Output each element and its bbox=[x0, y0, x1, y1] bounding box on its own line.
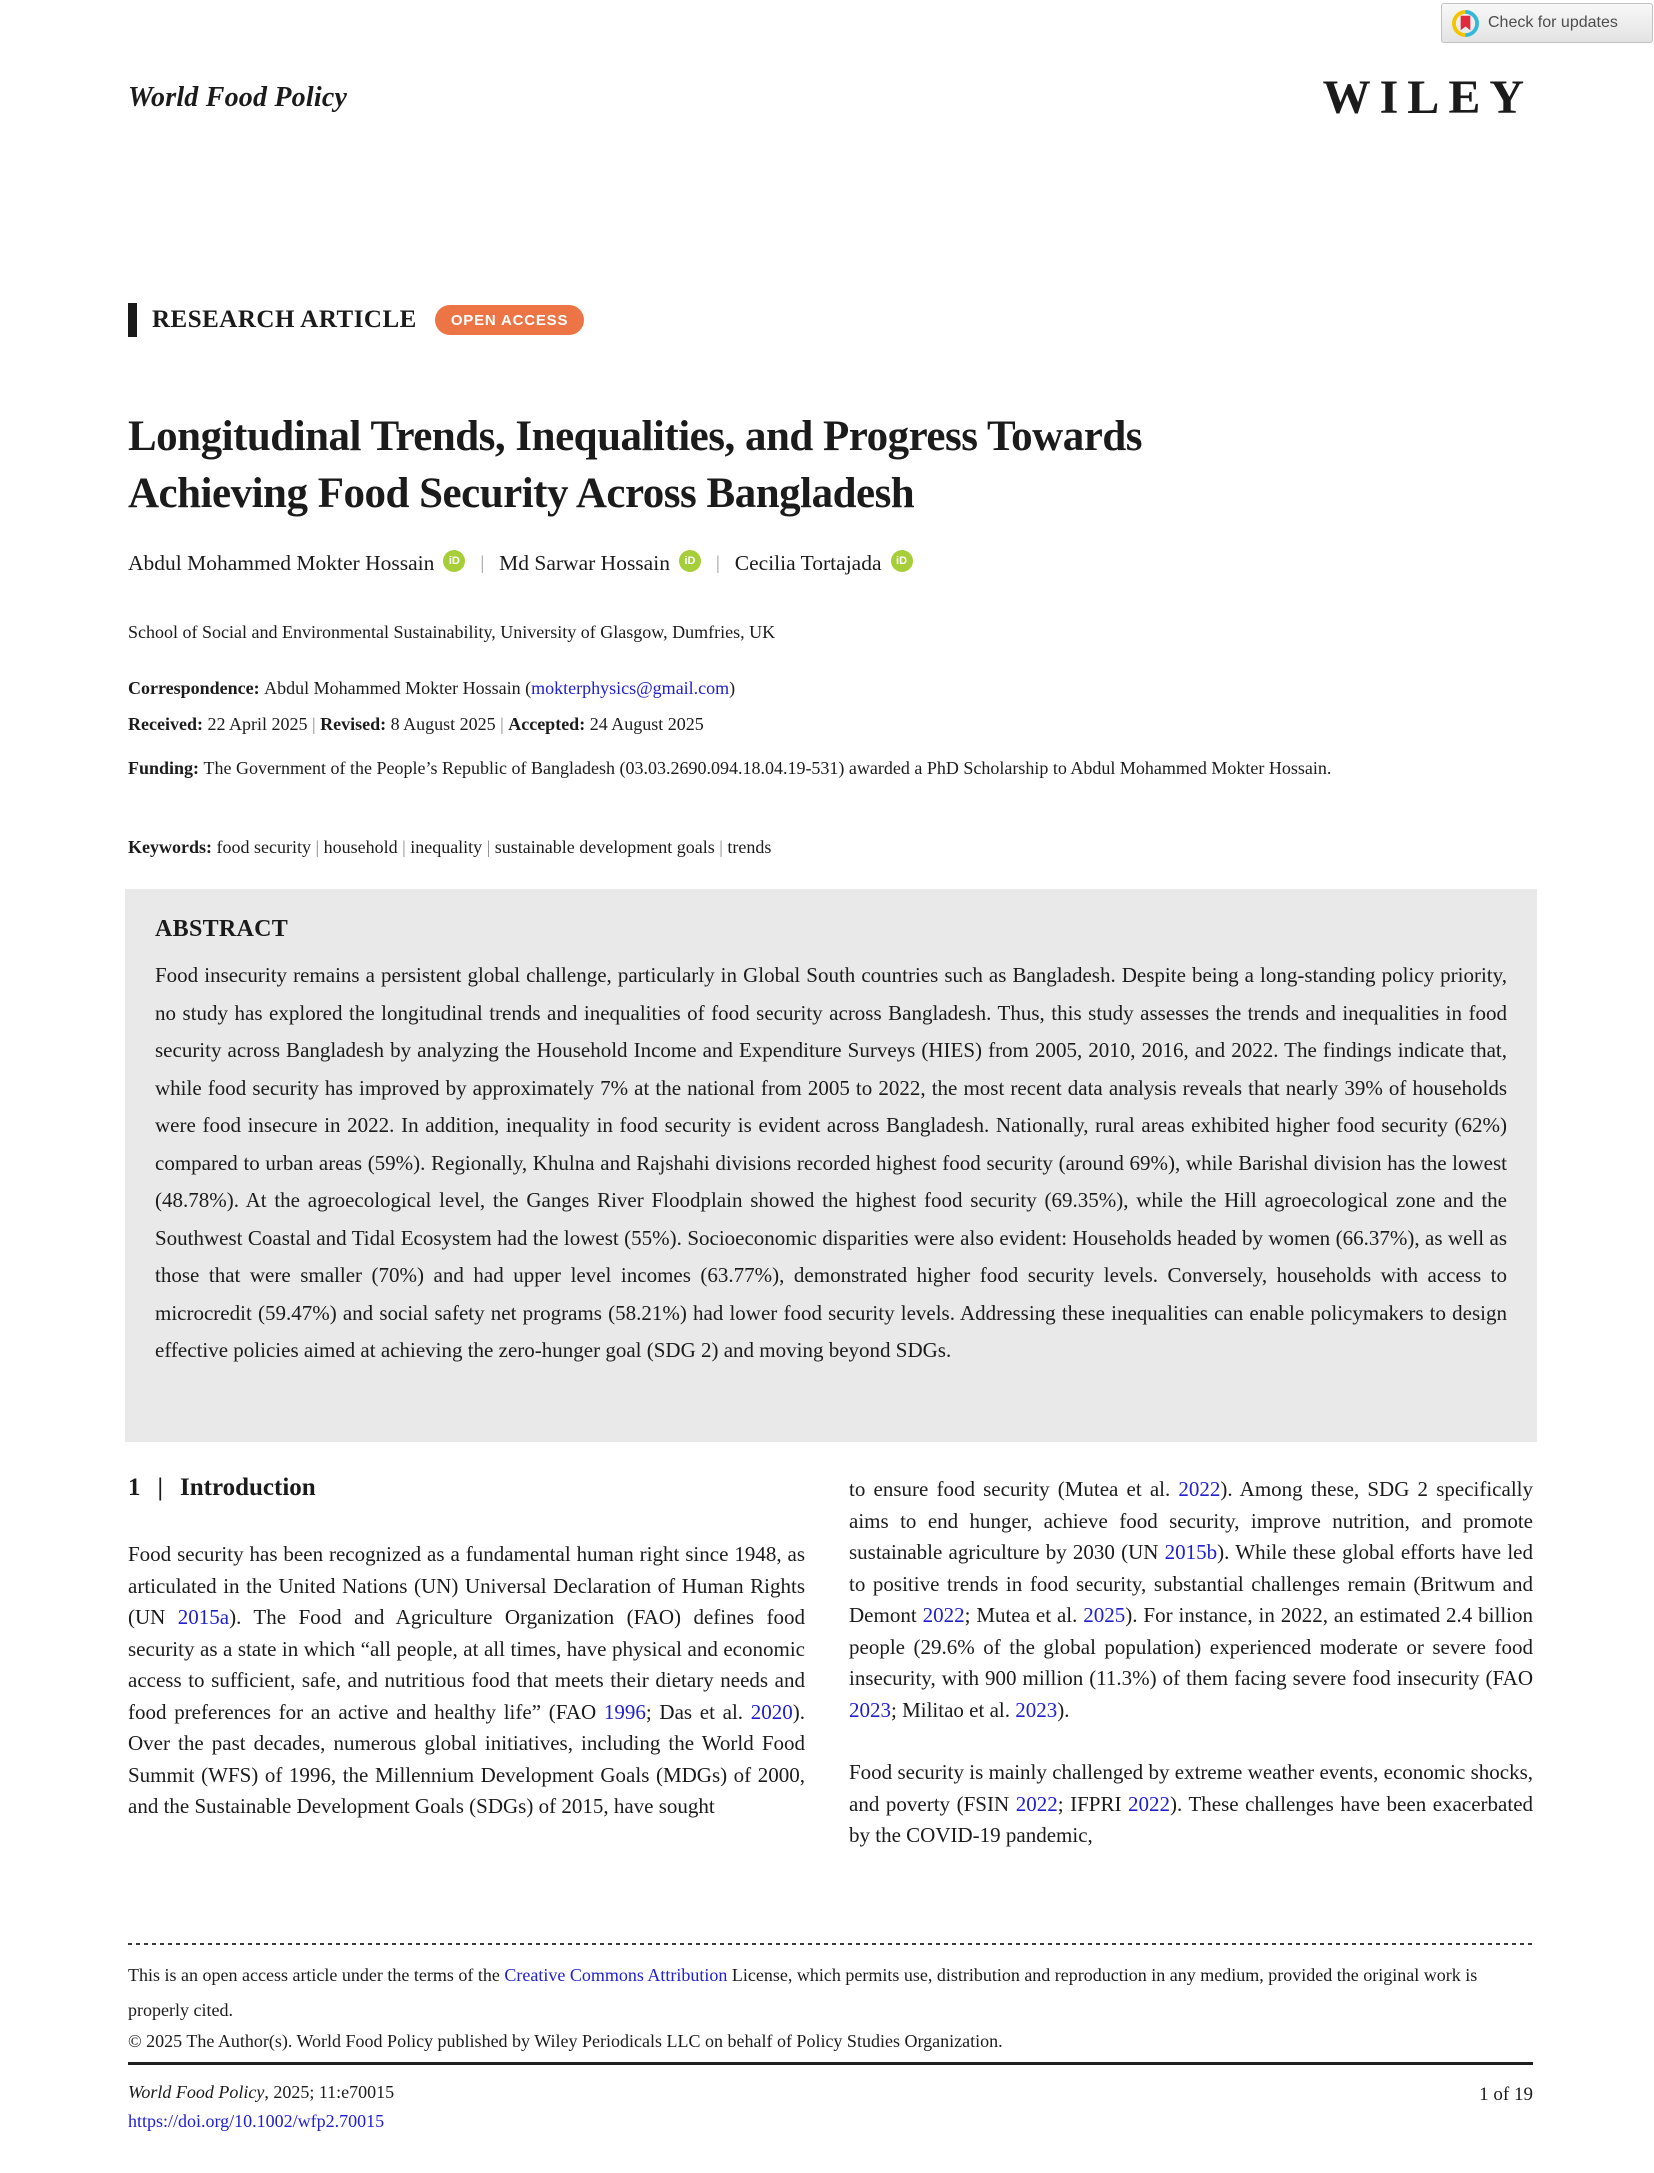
text-segment: ). While these global efforts have led to positive trends in food security, substantial challenges remain (Britwum and Demont bbox=[849, 1540, 1533, 1627]
keyword-separator: | bbox=[719, 837, 728, 857]
text-segment: ; IFPRI bbox=[1057, 1791, 1129, 1816]
citation-line bbox=[128, 2078, 394, 2107]
keyword: trends bbox=[727, 837, 772, 857]
text-segment: ; Das et al. bbox=[645, 1699, 751, 1724]
orcid-icon[interactable]: iD bbox=[443, 550, 465, 572]
keyword: household bbox=[323, 837, 398, 857]
article-type-row bbox=[128, 303, 584, 337]
keywords-row bbox=[128, 833, 1533, 862]
text-segment: ; Militao et al. bbox=[891, 1697, 1016, 1722]
inline-link[interactable]: 2023 bbox=[849, 1697, 891, 1722]
text-segment: ; Mutea et al. bbox=[964, 1603, 1084, 1627]
author-separator: | bbox=[480, 552, 485, 574]
text-segment: to ensure food security (Mutea et al. bbox=[849, 1477, 1179, 1501]
article-title bbox=[128, 408, 1558, 522]
inline-link[interactable]: Creative Commons Attribution bbox=[504, 1965, 728, 1985]
keyword-separator: | bbox=[315, 837, 324, 857]
text-segment: License, which permits use, distribution and reproduction in any medium, provided the original work is properly cited. bbox=[128, 1965, 1478, 2020]
text-segment: | bbox=[307, 714, 321, 734]
section-heading bbox=[128, 1474, 805, 1502]
text-segment: 8 August 2025 bbox=[390, 714, 496, 734]
text-segment: ) bbox=[729, 678, 736, 698]
inline-link[interactable]: 2020 bbox=[750, 1699, 793, 1724]
copyright-note: © 2025 The Author(s). World Food Policy published by Wiley Periodicals LLC on behalf of Policy Studies Organization. bbox=[128, 2031, 1003, 2051]
text-segment: Correspondence: bbox=[128, 678, 265, 698]
intro-paragraph bbox=[849, 1474, 1533, 1726]
text-segment: The Government of the People’s Republic of Bangladesh (03.03.2690.094.18.04.19-531) awarded a PhD Scholarship to Abdul Mohammed Mokter Hossain. bbox=[203, 758, 1332, 778]
inline-link[interactable]: 2015b bbox=[1164, 1540, 1218, 1564]
inline-link[interactable]: 2022 bbox=[1015, 1791, 1058, 1816]
citation-journal: World Food Policy bbox=[128, 2082, 265, 2102]
intro-paragraph bbox=[128, 1539, 805, 1823]
text-segment: Abdul Mohammed Mokter Hossain ( bbox=[264, 678, 532, 698]
keyword: inequality bbox=[410, 837, 483, 857]
authors-row bbox=[128, 551, 913, 576]
keywords-label: Keywords: bbox=[128, 837, 217, 857]
inline-link[interactable]: 2022 bbox=[1178, 1477, 1221, 1501]
text-segment: Received: bbox=[128, 714, 208, 734]
orcid-icon[interactable]: iD bbox=[679, 550, 701, 572]
author-separator: | bbox=[715, 552, 720, 574]
section-title: Introduction bbox=[180, 1474, 316, 1501]
type-bar-decoration bbox=[128, 303, 137, 337]
check-for-updates-button[interactable] bbox=[1441, 3, 1653, 43]
inline-link[interactable]: mokterphysics@gmail.com bbox=[531, 678, 730, 698]
author-name: Cecilia Tortajada bbox=[734, 551, 882, 575]
text-segment: ). The Food and Agriculture Organization (FAO) defines food security as a state in which “all people, at all times, have physical and economic access to sufficient, safe, and nutritious food that meets their dietary needs and food preferences for an active and healthy life” (FAO bbox=[128, 1605, 806, 1724]
crossmark-icon bbox=[1452, 10, 1479, 37]
funding-row bbox=[128, 754, 1533, 783]
page-number: 1 of 19 bbox=[1479, 2084, 1533, 2105]
text-segment: Accepted: bbox=[508, 714, 590, 734]
abstract-heading: ABSTRACT bbox=[155, 916, 289, 942]
citation-rest: , 2025; 11:e70015 bbox=[264, 2082, 395, 2102]
orcid-icon[interactable]: iD bbox=[891, 550, 913, 572]
text-segment: Food security has been recognized as a fundamental human right since 1948, as articulated in the United Nations (UN) Universal Declaration of Human Rights (UN bbox=[128, 1542, 805, 1629]
license-note bbox=[128, 1958, 1533, 2028]
article-title-line-1: Longitudinal Trends, Inequalities, and Progress Towards bbox=[128, 413, 1142, 460]
inline-link[interactable]: 2022 bbox=[922, 1603, 965, 1627]
doi-link[interactable]: https://doi.org/10.1002/wfp2.70015 bbox=[128, 2111, 385, 2131]
open-access-badge[interactable]: OPEN ACCESS bbox=[435, 305, 584, 335]
text-segment: ). Among these, SDG 2 specifically aims to end hunger, achieve food security, improve nutrition, and promote sustainable agriculture by 2030 (UN bbox=[849, 1477, 1533, 1564]
abstract-text: Food insecurity remains a persistent global challenge, particularly in Global South countries such as Bangladesh. Despite being a long-standing policy priority, no study has explored the longitudinal trends and inequalities of food security across Bangladesh. Thus, this study assesses the trends and inequalities in food security across Bangladesh by analyzing the Household Income and Expenditure Surveys (HIES) from 2005, 2010, 2016, and 2022. The findings indicate that, while food security has improved by approximately 7% at the national from 2005 to 2022, the most recent data analysis reveals that nearly 39% of households were food insecure in 2022. In addition, inequality in food security is evident across Bangladesh. Nationally, rural areas exhibited higher food security (62%) compared to urban areas (59%). Regionally, Khulna and Rajshahi divisions recorded highest food security (around 69%), while Barishal division has the lowest (48.78%). At the agroecological level, the Ganges River Floodplain showed the highest food security (69.35%), while the Hill agroecological zone and the Southwest Coastal and Tidal Ecosystem had the lowest (55%). Socioeconomic disparities were also evident: Households headed by women (66.37%), as well as those that were smaller (70%) and had upper level incomes (63.77%), demonstrated higher food security levels. Conversely, households with access to microcredit (59.47%) and social safety net programs (58.21%) had lower food security levels. Addressing these inequalities can enable policymakers to design effective policies aimed at achieving the zero-hunger goal (SDG 2) and moving beyond SDGs. bbox=[155, 963, 1507, 1362]
article-title-line-2: Achieving Food Security Across Bangladesh bbox=[128, 470, 915, 517]
inline-link[interactable]: 2022 bbox=[1128, 1791, 1171, 1816]
text-segment: 24 August 2025 bbox=[589, 714, 704, 734]
text-segment: ). bbox=[1057, 1697, 1070, 1722]
footnote-divider bbox=[128, 1943, 1533, 1945]
inline-link[interactable]: 2025 bbox=[1083, 1603, 1126, 1627]
text-segment: Food security is mainly challenged by extreme weather events, economic shocks, and poverty (FSIN bbox=[849, 1760, 1533, 1816]
text-segment: Funding: bbox=[128, 758, 204, 778]
masthead bbox=[128, 70, 1533, 126]
text-segment: | bbox=[495, 714, 509, 734]
text-segment: This is an open access article under the terms of the bbox=[128, 1965, 505, 1985]
dates-row bbox=[128, 710, 1533, 739]
text-segment: ). These challenges have been exacerbated by the COVID-19 pandemic, bbox=[849, 1791, 1534, 1847]
left-column bbox=[128, 1474, 805, 1852]
journal-name: World Food Policy bbox=[128, 82, 348, 113]
affiliation: School of Social and Environmental Sustainability, University of Glasgow, Dumfries, UK bbox=[128, 622, 776, 642]
article-type-label: RESEARCH ARTICLE bbox=[152, 306, 417, 333]
text-segment: 22 April 2025 bbox=[207, 714, 308, 734]
keyword: sustainable development goals bbox=[494, 837, 715, 857]
section-divider: | bbox=[157, 1474, 164, 1501]
introduction-section bbox=[128, 1474, 1533, 1852]
keyword-separator: | bbox=[486, 837, 495, 857]
text-segment: ). Over the past decades, numerous global initiatives, including the World Food Summit (WFS) of 1996, the Millennium Development Goals (MDGs) of 2000, and the Sustainable Development Goals (SDGs) of 2015, have sought bbox=[128, 1699, 805, 1818]
citation-block bbox=[128, 2078, 394, 2136]
correspondence-row bbox=[128, 674, 1533, 703]
inline-link[interactable]: 2023 bbox=[1015, 1697, 1058, 1722]
author-name: Md Sarwar Hossain bbox=[499, 551, 670, 575]
right-column bbox=[849, 1474, 1533, 1852]
footer bbox=[128, 2078, 1533, 2136]
section-number: 1 bbox=[128, 1474, 141, 1501]
abstract-section bbox=[125, 889, 1537, 1442]
wiley-logo: WILEY bbox=[1322, 71, 1533, 124]
text-segment: Revised: bbox=[320, 714, 391, 734]
check-for-updates-label: Check for updates bbox=[1488, 14, 1618, 31]
author-name: Abdul Mohammed Mokter Hossain bbox=[128, 551, 435, 575]
keyword-separator: | bbox=[402, 837, 411, 857]
intro-paragraph bbox=[849, 1757, 1533, 1852]
inline-link[interactable]: 1996 bbox=[603, 1699, 646, 1724]
keyword: food security bbox=[216, 837, 311, 857]
text-segment: ). For instance, in 2022, an estimated 2.4 billion people (29.6% of the global population) experienced moderate or severe food insecurity, with 900 million (11.3%) of them facing severe food insecurity (FAO bbox=[849, 1603, 1534, 1690]
footer-rule bbox=[128, 2062, 1533, 2065]
inline-link[interactable]: 2015a bbox=[177, 1605, 230, 1629]
